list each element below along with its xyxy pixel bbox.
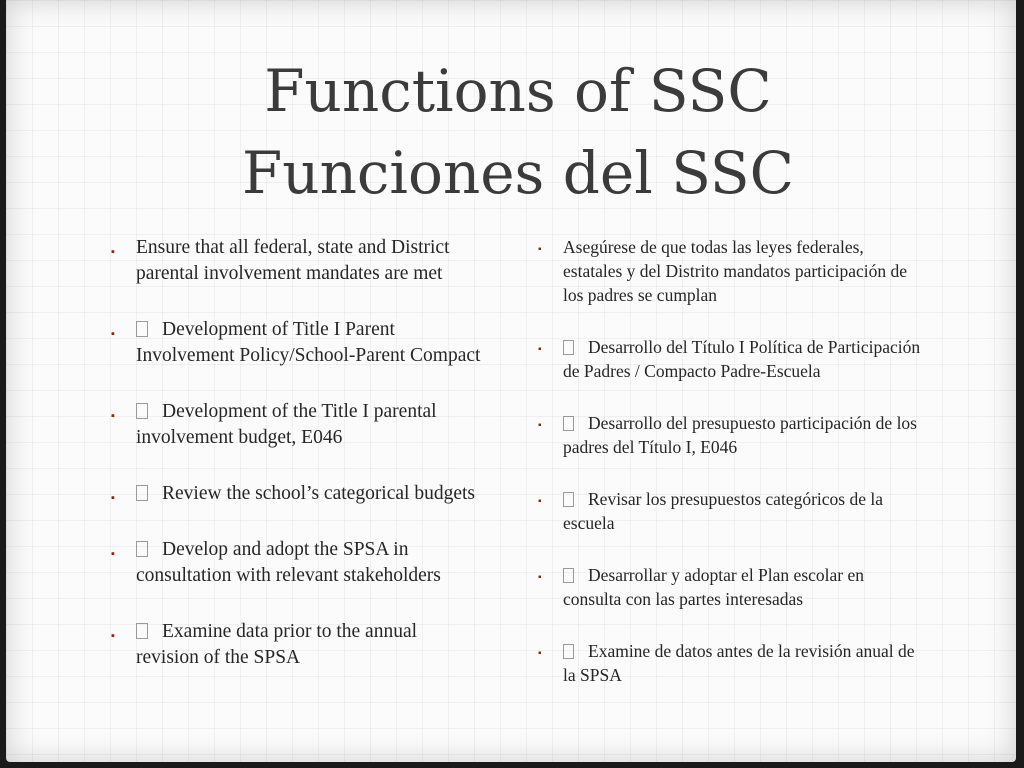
- bullet-text: Ensure that all federal, state and District parental involvement mandates are met: [136, 237, 450, 284]
- square-bullet-icon: ▪: [111, 246, 115, 258]
- english-bullet-list: [111, 235, 481, 701]
- bullet-item: [111, 317, 481, 369]
- title-line-spanish: Funciones del SSC: [241, 139, 795, 207]
- bullet-item: [111, 399, 481, 451]
- square-bullet-icon: ▪: [538, 420, 542, 431]
- square-bullet-icon: ▪: [538, 648, 542, 659]
- square-bullet-icon: ▪: [538, 344, 542, 355]
- bullet-text: Develop and adopt the SPSA in consultation with relevant stakeholders: [136, 539, 441, 586]
- square-bullet-icon: ▪: [111, 492, 115, 504]
- bullet-item: [538, 335, 923, 383]
- bullet-item: [538, 563, 923, 611]
- square-bullet-icon: ▪: [538, 572, 542, 583]
- bullet-text: Desarrollo del Título I Política de Participación de Padres / Compacto Padre-Escuela: [563, 337, 921, 381]
- bullet-text: Revisar los presupuestos categóricos de la escuela: [563, 489, 883, 533]
- square-bullet-icon: ▪: [111, 410, 115, 422]
- bullet-text: Development of the Title I parental involvement budget, E046: [136, 401, 437, 448]
- missing-glyph-icon: [136, 485, 148, 501]
- missing-glyph-icon: [563, 568, 574, 583]
- bullet-item: [538, 235, 923, 307]
- square-bullet-icon: ▪: [111, 328, 115, 340]
- missing-glyph-icon: [136, 321, 148, 337]
- bullet-item: [538, 411, 923, 459]
- bullet-item: [111, 619, 481, 671]
- missing-glyph-icon: [563, 340, 574, 355]
- missing-glyph-icon: [136, 403, 148, 419]
- bullet-text: Desarrollo del presupuesto participación de los padres del Título I, E046: [563, 413, 917, 457]
- spanish-bullet-list: [538, 235, 923, 715]
- bullet-text: Asegúrese de que todas las leyes federales, estatales y del Distrito mandatos participación de los padres se cumplan: [563, 237, 908, 305]
- square-bullet-icon: ▪: [538, 496, 542, 507]
- slide: [6, 0, 1016, 762]
- missing-glyph-icon: [563, 644, 574, 659]
- bullet-text: Review the school’s categorical budgets: [162, 483, 475, 504]
- missing-glyph-icon: [136, 541, 148, 557]
- square-bullet-icon: ▪: [538, 244, 542, 255]
- title-line-english: Functions of SSC: [264, 57, 772, 125]
- bullet-item: [538, 639, 923, 687]
- slide-title: [6, 50, 1024, 214]
- square-bullet-icon: ▪: [111, 630, 115, 642]
- bullet-item: [111, 537, 481, 589]
- bullet-text: Examine data prior to the annual revision of the SPSA: [136, 621, 418, 668]
- bullet-item: [538, 487, 923, 535]
- bullet-text: Examine de datos antes de la revisión anual de la SPSA: [563, 641, 915, 685]
- bullet-item: [111, 481, 481, 507]
- missing-glyph-icon: [563, 416, 574, 431]
- bullet-text: Desarrollar y adoptar el Plan escolar en consulta con las partes interesadas: [563, 565, 864, 609]
- square-bullet-icon: ▪: [111, 548, 115, 560]
- bullet-item: [111, 235, 481, 287]
- bullet-text: Development of Title I Parent Involvement Policy/School-Parent Compact: [136, 319, 481, 366]
- missing-glyph-icon: [136, 623, 148, 639]
- missing-glyph-icon: [563, 492, 574, 507]
